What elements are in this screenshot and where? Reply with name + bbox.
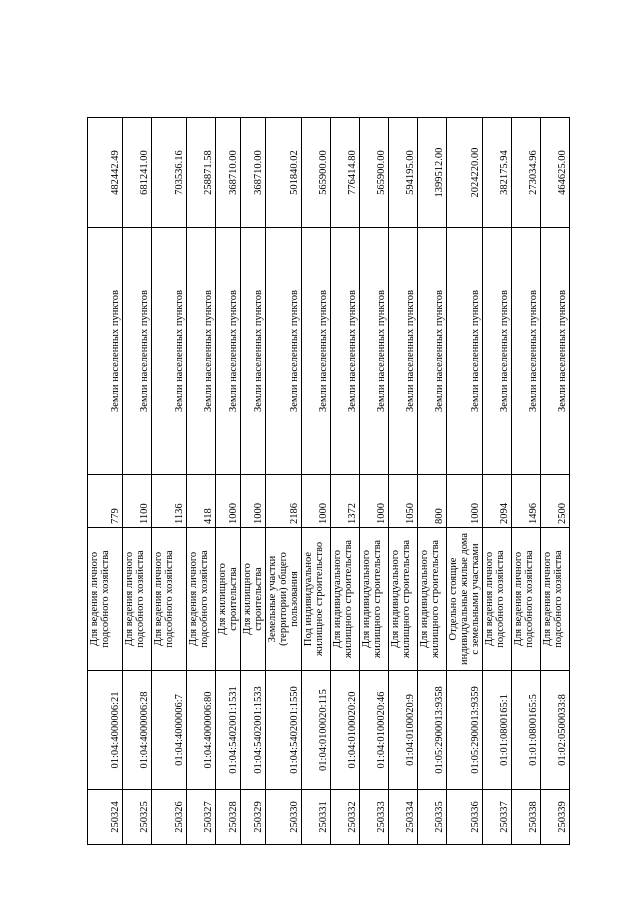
- cadastral-value-cell: 565900.00: [360, 118, 389, 228]
- table-row: [541, 118, 570, 845]
- permitted-use-cell: Земельные участки (территории) общего пользования: [266, 528, 302, 671]
- land-category-cell: Земли населенных пунктов: [241, 228, 266, 475]
- land-category-cell: Земли населенных пунктов: [187, 228, 216, 475]
- permitted-use-cell: Для ведения личного подсобного хозяйства: [483, 528, 512, 671]
- land-category-cell: Земли населенных пунктов: [331, 228, 360, 475]
- cadastral-value-cell: 565900.00: [302, 118, 331, 228]
- cadastral-number-cell: 01:04:0100020:46: [360, 671, 389, 790]
- permitted-use-cell: Для жилищного строительства: [216, 528, 241, 671]
- land-plot-table: [87, 117, 570, 845]
- permitted-use-cell: Для индивидуального жилищного строительства: [360, 528, 389, 671]
- area-cell: 1050: [389, 475, 418, 528]
- row-id-cell: 250336: [447, 790, 483, 845]
- row-id-cell: 250331: [302, 790, 331, 845]
- row-id-cell: 250326: [152, 790, 187, 845]
- permitted-use-cell: Для индивидуального жилищного строительства: [331, 528, 360, 671]
- permitted-use-cell: Для ведения личного подсобного хозяйства: [88, 528, 123, 671]
- permitted-use-cell: Для ведения личного подсобного хозяйства: [123, 528, 152, 671]
- table-body: [88, 118, 570, 845]
- area-cell: 1100: [123, 475, 152, 528]
- permitted-use-cell: Для индивидуального жилищного строительства: [389, 528, 418, 671]
- table-row: [88, 118, 123, 845]
- cadastral-number-cell: 01:05:2900013:9358: [418, 671, 447, 790]
- table-row: [483, 118, 512, 845]
- cadastral-value-cell: 1399512.00: [418, 118, 447, 228]
- land-category-cell: Земли населенных пунктов: [447, 228, 483, 475]
- cadastral-value-cell: 368710.00: [241, 118, 266, 228]
- table-row: [447, 118, 483, 845]
- permitted-use-cell: Для жилищного строительства: [241, 528, 266, 671]
- cadastral-value-cell: 594195.00: [389, 118, 418, 228]
- cadastral-value-cell: 482442.49: [88, 118, 123, 228]
- table-row: [241, 118, 266, 845]
- cadastral-number-cell: 01:01:0800165:1: [483, 671, 512, 790]
- permitted-use-cell: Для ведения личного подсобного хозяйства: [541, 528, 570, 671]
- area-cell: 800: [418, 475, 447, 528]
- cadastral-number-cell: 01:04:5402001:1550: [266, 671, 302, 790]
- area-cell: 1000: [216, 475, 241, 528]
- area-cell: 779: [88, 475, 123, 528]
- table-row: [302, 118, 331, 845]
- area-cell: 1000: [241, 475, 266, 528]
- rotated-table-page: [87, 118, 568, 845]
- table-row: [360, 118, 389, 845]
- cadastral-number-cell: 01:01:0800165:5: [512, 671, 541, 790]
- cadastral-value-cell: 382175.94: [483, 118, 512, 228]
- table-row: [389, 118, 418, 845]
- row-id-cell: 250339: [541, 790, 570, 845]
- land-category-cell: Земли населенных пунктов: [266, 228, 302, 475]
- land-category-cell: Земли населенных пунктов: [512, 228, 541, 475]
- cadastral-number-cell: 01:02:0500033:8: [541, 671, 570, 790]
- cadastral-number-cell: 01:04:4000006:28: [123, 671, 152, 790]
- row-id-cell: 250337: [483, 790, 512, 845]
- row-id-cell: 250330: [266, 790, 302, 845]
- cadastral-number-cell: 01:04:5402001:1531: [216, 671, 241, 790]
- area-cell: 1372: [331, 475, 360, 528]
- area-cell: 2500: [541, 475, 570, 528]
- table-row: [152, 118, 187, 845]
- area-cell: 1136: [152, 475, 187, 528]
- cadastral-value-cell: 2024220.00: [447, 118, 483, 228]
- land-category-cell: Земли населенных пунктов: [88, 228, 123, 475]
- land-category-cell: Земли населенных пунктов: [123, 228, 152, 475]
- permitted-use-cell: Для ведения личного подсобного хозяйства: [512, 528, 541, 671]
- land-category-cell: Земли населенных пунктов: [389, 228, 418, 475]
- row-id-cell: 250328: [216, 790, 241, 845]
- cadastral-value-cell: 273034.96: [512, 118, 541, 228]
- cadastral-value-cell: 464625.00: [541, 118, 570, 228]
- table-row: [266, 118, 302, 845]
- land-category-cell: Земли населенных пунктов: [152, 228, 187, 475]
- cadastral-number-cell: 01:04:5402001:1533: [241, 671, 266, 790]
- cadastral-number-cell: 01:04:4000006:7: [152, 671, 187, 790]
- cadastral-number-cell: 01:04:0100020:115: [302, 671, 331, 790]
- permitted-use-cell: Для ведения личного подсобного хозяйства: [152, 528, 187, 671]
- cadastral-number-cell: 01:04:4000006:21: [88, 671, 123, 790]
- cadastral-value-cell: 368710.00: [216, 118, 241, 228]
- permitted-use-cell: Для индивидуального жилищного строительства: [418, 528, 447, 671]
- area-cell: 1000: [360, 475, 389, 528]
- cadastral-value-cell: 703536.16: [152, 118, 187, 228]
- cadastral-value-cell: 681241.00: [123, 118, 152, 228]
- land-category-cell: Земли населенных пунктов: [302, 228, 331, 475]
- land-category-cell: Земли населенных пунктов: [216, 228, 241, 475]
- row-id-cell: 250335: [418, 790, 447, 845]
- cadastral-number-cell: 01:04:0100020:20: [331, 671, 360, 790]
- cadastral-value-cell: 258871.58: [187, 118, 216, 228]
- table-row: [216, 118, 241, 845]
- table-row: [331, 118, 360, 845]
- row-id-cell: 250334: [389, 790, 418, 845]
- cadastral-number-cell: 01:04:4000006:80: [187, 671, 216, 790]
- row-id-cell: 250333: [360, 790, 389, 845]
- table-row: [512, 118, 541, 845]
- cadastral-value-cell: 501840.02: [266, 118, 302, 228]
- land-category-cell: Земли населенных пунктов: [360, 228, 389, 475]
- land-category-cell: Земли населенных пунктов: [541, 228, 570, 475]
- table-row: [123, 118, 152, 845]
- area-cell: 2186: [266, 475, 302, 528]
- cadastral-number-cell: 01:05:2900013:9359: [447, 671, 483, 790]
- row-id-cell: 250327: [187, 790, 216, 845]
- row-id-cell: 250338: [512, 790, 541, 845]
- land-category-cell: Земли населенных пунктов: [483, 228, 512, 475]
- permitted-use-cell: Под индивидуальное жилищное строительство: [302, 528, 331, 671]
- area-cell: 1000: [447, 475, 483, 528]
- row-id-cell: 250329: [241, 790, 266, 845]
- table-row: [418, 118, 447, 845]
- area-cell: 1496: [512, 475, 541, 528]
- area-cell: 1000: [302, 475, 331, 528]
- cadastral-value-cell: 776414.80: [331, 118, 360, 228]
- row-id-cell: 250325: [123, 790, 152, 845]
- land-category-cell: Земли населенных пунктов: [418, 228, 447, 475]
- permitted-use-cell: Отдельно стоящие индивидуальные жилые дома с земельными участками: [447, 528, 483, 671]
- row-id-cell: 250332: [331, 790, 360, 845]
- table-row: [187, 118, 216, 845]
- area-cell: 418: [187, 475, 216, 528]
- cadastral-number-cell: 01:04:0100020:9: [389, 671, 418, 790]
- row-id-cell: 250324: [88, 790, 123, 845]
- permitted-use-cell: Для ведения личного подсобного хозяйства: [187, 528, 216, 671]
- area-cell: 2094: [483, 475, 512, 528]
